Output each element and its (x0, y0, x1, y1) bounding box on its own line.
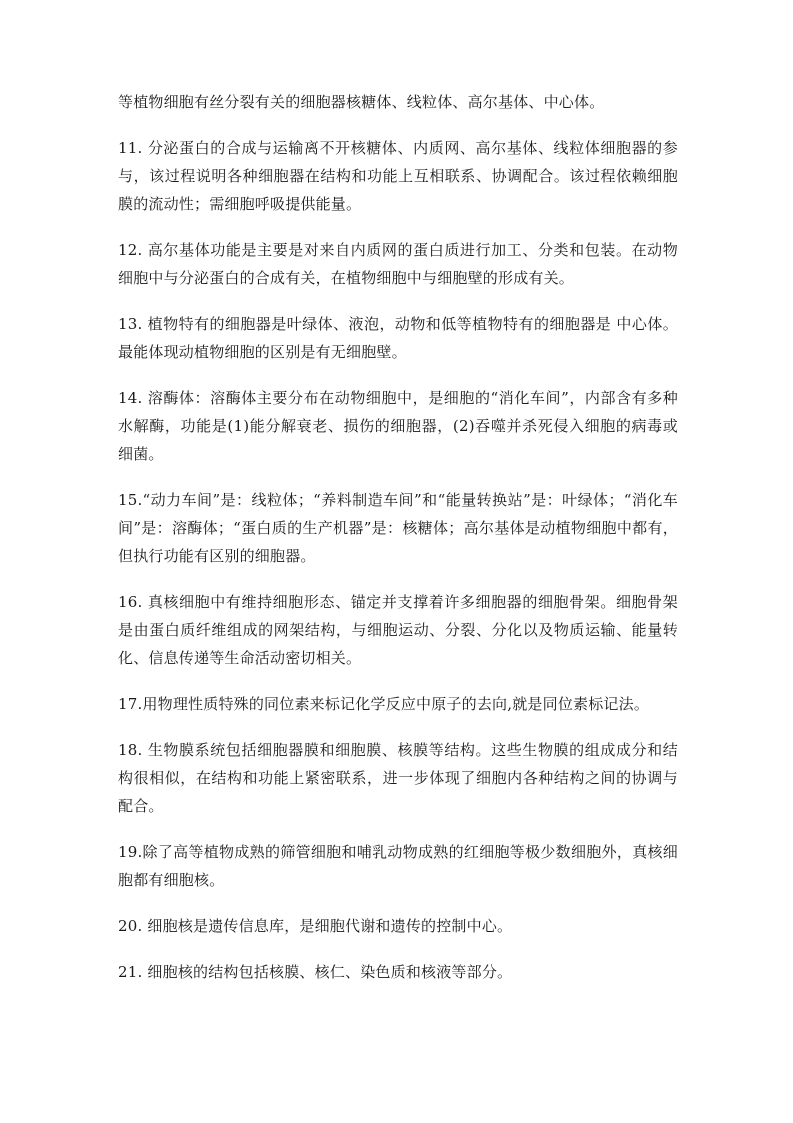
paragraph-11: 11. 分泌蛋白的合成与运输离不开核糖体、内质网、高尔基体、线粒体细胞器的参与，该过程说明各种细胞器在结构和功能上互相联系、协调配合。该过程依赖细胞膜的流动性；需细胞呼吸提供能量。 (118, 139, 678, 213)
paragraph-19: 19.除了高等植物成熟的筛管细胞和哺乳动物成熟的红细胞等极少数细胞外，真核细胞都有细胞核。 (118, 843, 678, 889)
paragraph-21: 21. 细胞核的结构包括核膜、核仁、染色质和核液等部分。 (118, 963, 513, 981)
paragraph-12: 12. 高尔基体功能是主要是对来自内质网的蛋白质进行加工、分类和包装。在动物细胞中与分泌蛋白的合成有关，在植物细胞中与细胞壁的形成有关。 (118, 241, 678, 287)
document-page (118, 88, 678, 1004)
paragraph-16: 16. 真核细胞中有维持细胞形态、锚定并支撑着许多细胞器的细胞骨架。细胞骨架是由蛋白质纤维组成的网架结构，与细胞运动、分裂、分化以及物质运输、能量转化、信息传递等生命活动密切相关。 (118, 593, 678, 667)
paragraph-14: 14. 溶酶体：溶酶体主要分布在动物细胞中，是细胞的“消化车间”，内部含有多种水解酶，功能是(1)能分解衰老、损伤的细胞器，(2)吞噬并杀死侵入细胞的病毒或细菌。 (118, 389, 678, 463)
paragraph-13: 13. 植物特有的细胞器是叶绿体、液泡，动物和低等植物特有的细胞器是 中心体。最能体现动植物细胞的区别是有无细胞壁。 (118, 315, 678, 361)
paragraph-20: 20. 细胞核是遗传信息库，是细胞代谢和遗传的控制中心。 (118, 917, 513, 935)
paragraph-15: 15.“动力车间”是：线粒体；“养料制造车间”和“能量转换站”是：叶绿体；“消化车间”是：溶酶体；“蛋白质的生产机器”是：核糖体；高尔基体是动植物细胞中都有，但执行功能有区别的细胞器。 (118, 491, 678, 565)
paragraph-17: 17.用物理性质特殊的同位素来标记化学反应中原子的去向,就是同位素标记法。 (118, 695, 650, 713)
paragraph-continuation: 等植物细胞有丝分裂有关的细胞器核糖体、线粒体、高尔基体、中心体。 (118, 93, 605, 111)
paragraph-18: 18. 生物膜系统包括细胞器膜和细胞膜、核膜等结构。这些生物膜的组成成分和结构很相似，在结构和功能上紧密联系，进一步体现了细胞内各种结构之间的协调与配合。 (118, 741, 678, 815)
